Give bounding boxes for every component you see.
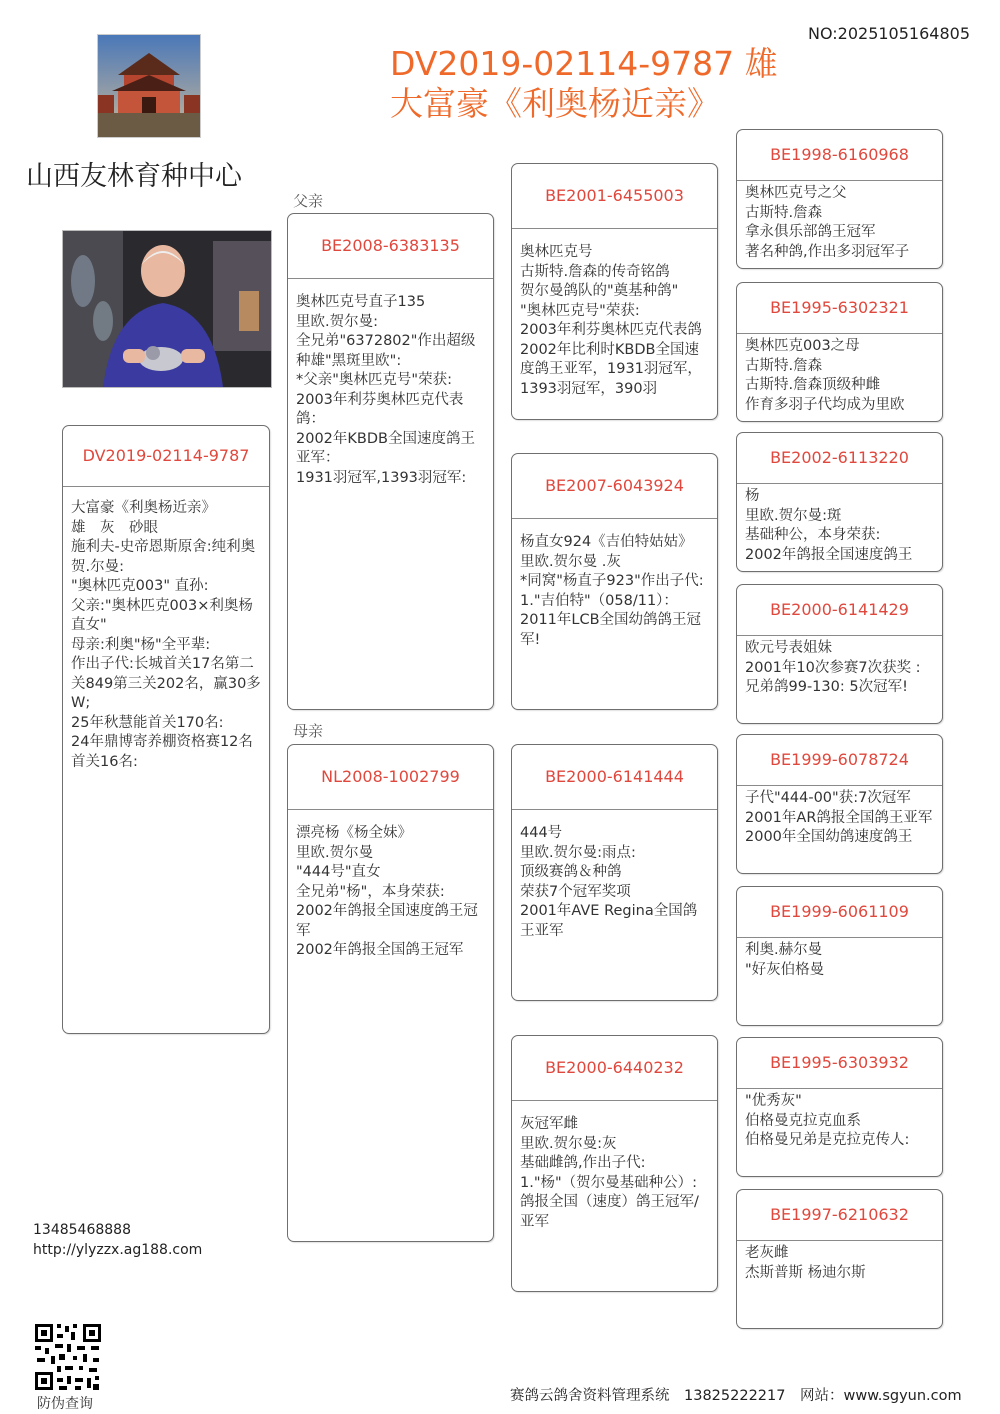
title-line-1: DV2019-02114-9787 雄	[390, 44, 778, 83]
gp-description: 奥林匹克号 古斯特.詹森的传奇铭鸽 贺尔曼鸽队的"奠基种鸽" "奥林匹克号"荣获: 2003年利芬奥林匹克代表鸽 2002年比利时KBDB全国速度鸽王亚军，1931羽冠军，1393羽冠军，390羽	[520, 244, 702, 397]
gp-ring-number: BE2007-6043924	[512, 454, 717, 519]
ggp-description: 老灰雌 杰斯普斯 杨迪尔斯	[745, 1245, 866, 1281]
granddam-paternal-card[interactable]	[511, 453, 718, 710]
gp-ring-number: BE2001-6455003	[512, 164, 717, 229]
ggp-card-7[interactable]	[736, 1037, 943, 1177]
sire-description: 奥林匹克号直子135 里欧.贺尔曼: 全兄弟"6372802"作出超级种雄"黑斑里欧": *父亲"奥林匹克号"荣获: 2003年利芬奥林匹克代表鸽： 2002年KBDB全国速度鸽王亚军： 1931羽冠军,1393羽冠军:	[296, 294, 476, 486]
ggp-ring-number: BE1999-6061109	[737, 887, 942, 938]
ggp-ring-number: BE2000-6141429	[737, 585, 942, 636]
subject-description: 大富豪《利奥杨近亲》 雄 灰 砂眼 施利夫-史帝恩斯原舍:纯利奥贺.尔曼: "奥林匹克003" 直孙: 父亲:"奥林匹克003×利奥杨直女" 母亲:利奥"杨"全平辈: 作出子代:长城首关17名第二关849第三关202名，赢30多W; 25年秋慧能首关170名: 24年鼎博寄养棚资格赛12名首关16名:	[71, 500, 261, 770]
ggp-card-6[interactable]	[736, 886, 943, 1026]
breeder-photo	[62, 230, 272, 388]
gp-ring-number: BE2000-6141444	[512, 745, 717, 810]
ggp-ring-number: BE1997-6210632	[737, 1190, 942, 1241]
ggp-ring-number: BE1999-6078724	[737, 735, 942, 786]
ggp-description: "优秀灰" 伯格曼克拉克血系 伯格曼兄弟是克拉克传人:	[745, 1093, 910, 1148]
ggp-card-1[interactable]	[736, 129, 943, 269]
footer-text: 赛鸽云鸽舍资料管理系统 13825222217 网站：www.sgyun.com	[510, 1388, 962, 1404]
ggp-ring-number: BE1995-6302321	[737, 283, 942, 334]
organization-name: 山西友林育种中心	[26, 161, 242, 192]
ggp-description: 子代"444-00"获:7次冠军 2001年AR鸽报全国鸽王亚军 2000年全国幼鸽速度鸽王	[745, 790, 933, 845]
ggp-card-4[interactable]	[736, 584, 943, 724]
dam-card[interactable]	[287, 744, 494, 1242]
ggp-ring-number: BE1995-6303932	[737, 1038, 942, 1089]
title-line-2: 大富豪《利奥杨近亲》	[390, 84, 720, 123]
dam-description: 漂亮杨《杨全妹》 里欧.贺尔曼 "444号"直女 全兄弟"杨"，本身荣获: 2002年鸽报全国速度鸽王冠军 2002年鸽报全国鸽王冠军	[296, 825, 478, 958]
gp-description: 444号 里欧.贺尔曼:雨点: 顶级赛鸽＆种鸽 荣获7个冠军奖项 2001年AVE Regina全国鸽王亚军	[520, 825, 698, 939]
qr-caption: 防伪查询	[37, 1396, 93, 1412]
grandsire-maternal-card[interactable]	[511, 744, 718, 1001]
contact-phone: 13485468888	[33, 1222, 131, 1238]
document-number: NO:2025105164805	[807, 24, 970, 43]
dam-ring-number: NL2008-1002799	[288, 745, 493, 810]
gp-description: 灰冠军雌 里欧.贺尔曼:灰 基础雌鸽,作出子代: 1."杨"（贺尔曼基础种公）: 鸽报全国（速度）鸽王冠军/亚军	[520, 1116, 699, 1230]
ggp-ring-number: BE2002-6113220	[737, 433, 942, 484]
sire-card[interactable]	[287, 213, 494, 710]
contact-url[interactable]: http://ylyzzx.ag188.com	[33, 1242, 203, 1258]
gp-ring-number: BE2000-6440232	[512, 1036, 717, 1101]
ggp-card-8[interactable]	[736, 1189, 943, 1329]
ggp-description: 欧元号表姐妹 2001年10次参赛7次获奖 :兄弟鸽99-130: 5次冠军!	[745, 640, 921, 695]
ggp-description: 利奥.赫尔曼 "好灰伯格曼	[745, 942, 825, 978]
granddam-maternal-card[interactable]	[511, 1035, 718, 1292]
gp-description: 杨直女924《吉伯特姑姑》 里欧.贺尔曼 .灰 *同窝"杨直子923"作出子代: 1."吉伯特"（058/11）：2011年LCB全国幼鸽鸽王冠军!	[520, 534, 704, 648]
ggp-description: 奥林匹克号之父 古斯特.詹森 拿永俱乐部鸽王冠军 著名种鸽,作出多羽冠军子	[745, 185, 910, 260]
sire-ring-number: BE2008-6383135	[288, 214, 493, 279]
ggp-card-2[interactable]	[736, 282, 943, 422]
qr-code-icon[interactable]	[33, 1322, 103, 1392]
ggp-ring-number: BE1998-6160968	[737, 130, 942, 181]
loft-logo-image	[97, 34, 201, 138]
pedigree-title	[390, 44, 778, 124]
ggp-card-3[interactable]	[736, 432, 943, 572]
sire-section-label: 父亲	[293, 192, 324, 210]
ggp-description: 杨 里欧.贺尔曼:斑 基础种公，本身荣获: 2002年鸽报全国速度鸽王	[745, 488, 913, 563]
dam-section-label: 母亲	[293, 722, 324, 740]
ggp-description: 奥林匹克003之母 古斯特.詹森 古斯特.詹森顶级种雌 作育多羽子代均成为里欧	[745, 338, 905, 413]
subject-card[interactable]	[62, 425, 270, 1034]
grandsire-paternal-card[interactable]	[511, 163, 718, 420]
ggp-card-5[interactable]	[736, 734, 943, 874]
subject-ring-number: DV2019-02114-9787	[63, 426, 269, 487]
